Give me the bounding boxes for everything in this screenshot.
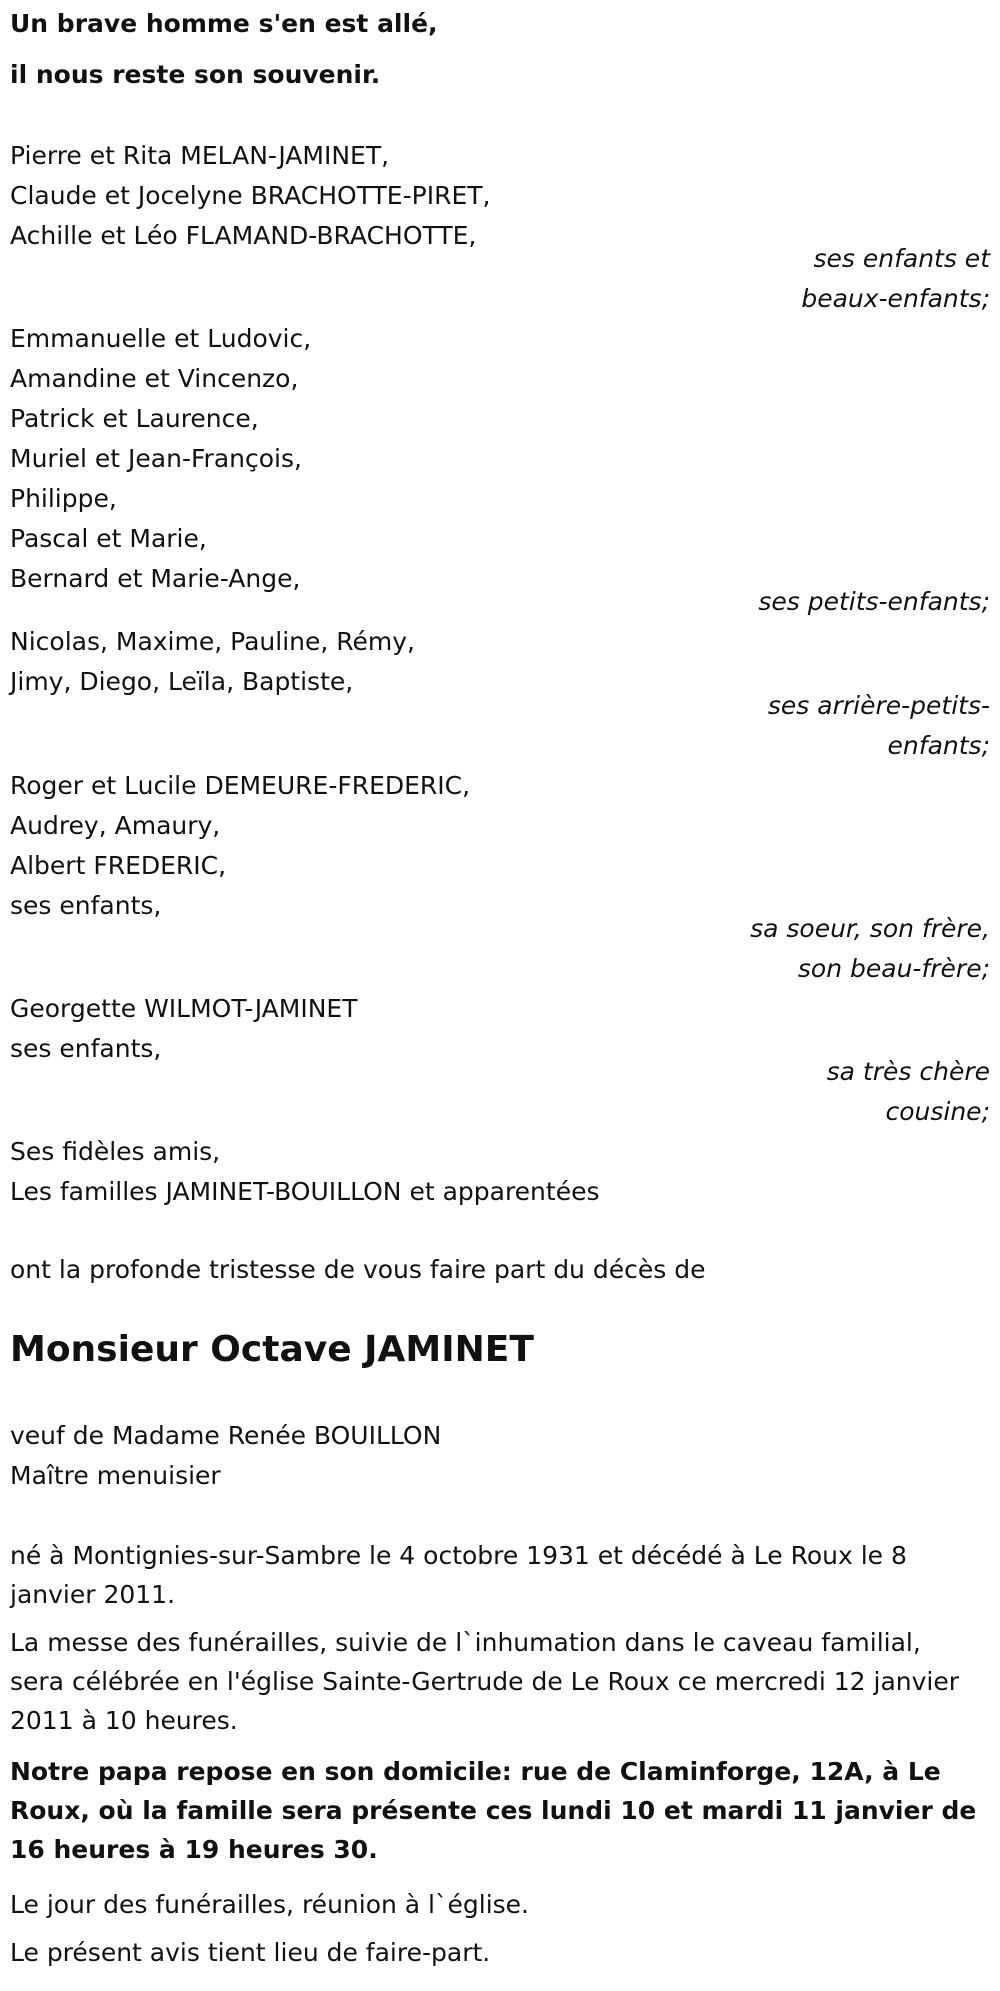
grandchildren-name-2: Amandine et Vincenzo, [10,364,299,393]
cousin-name-1: Georgette WILMOT-JAMINET [10,994,358,1023]
children-name-2: Claude et Jocelyne BRACHOTTE-PIRET, [10,181,491,210]
siblings-name-3: Albert FREDERIC, [10,851,227,880]
great-grandchildren-relation-2: enfants; [887,731,990,760]
siblings-relation-1: sa soeur, son frère, [750,914,990,943]
children-relation-2: beaux-enfants; [801,284,990,313]
cousin-relation-2: cousine; [885,1097,990,1126]
friends-line-2: Les familles JAMINET-BOUILLON et apparentées [10,1177,600,1206]
grandchildren-name-5: Philippe, [10,484,117,513]
siblings-name-4: ses enfants, [10,891,162,920]
friends-line-1: Ses fidèles amis, [10,1137,221,1166]
siblings-relation-2: son beau-frère; [797,954,990,983]
children-name-3: Achille et Léo FLAMAND-BRACHOTTE, [10,221,477,250]
notice-line: Le présent avis tient lieu de faire-part. [10,1938,491,1967]
announcement-text: ont la profonde tristesse de vous faire part du décès de [10,1255,706,1284]
visitation-paragraph: Notre papa repose en son domicile: rue de Claminforge, 12A, à Le Roux, où la famille sera présente ces lundi 10 et mardi 11 janvier de 16 heures à 19 heures 30. [10,1757,977,1864]
siblings-name-2: Audrey, Amaury, [10,811,221,840]
great-grandchildren-name-1: Nicolas, Maxime, Pauline, Rémy, [10,627,415,656]
grandchildren-name-7: Bernard et Marie-Ange, [10,564,301,593]
children-name-1: Pierre et Rita MELAN-JAMINET, [10,141,390,170]
heading-line-2: il nous reste son souvenir. [10,60,381,89]
grandchildren-relation: ses petits-enfants; [758,587,990,616]
grandchildren-name-6: Pascal et Marie, [10,524,207,553]
great-grandchildren-relation-1: ses arrière-petits- [767,691,990,720]
great-grandchildren-name-2: Jimy, Diego, Leïla, Baptiste, [10,667,354,696]
siblings-name-1: Roger et Lucile DEMEURE-FREDERIC, [10,771,471,800]
heading-line-1: Un brave homme s'en est allé, [10,9,438,38]
deceased-profession: Maître menuisier [10,1461,221,1490]
deceased-widow-line: veuf de Madame Renée BOUILLON [10,1421,442,1450]
funeral-paragraph: La messe des funérailles, suivie de l`inhumation dans le caveau familial, sera célébrée en l'église Sainte-Gertrude de Le Roux ce mercredi 12 janvier 2011 à 10 heures. [10,1628,960,1735]
grandchildren-name-1: Emmanuelle et Ludovic, [10,324,312,353]
grandchildren-name-4: Muriel et Jean-François, [10,444,302,473]
grandchildren-name-3: Patrick et Laurence, [10,404,259,433]
cousin-relation-1: sa très chère [826,1057,990,1086]
children-relation-1: ses enfants et [813,244,990,273]
birth-death-paragraph: né à Montignies-sur-Sambre le 4 octobre 1931 et décédé à Le Roux le 8 janvier 2011. [10,1541,907,1609]
meeting-line: Le jour des funérailles, réunion à l`église. [10,1890,529,1919]
deceased-name: Monsieur Octave JAMINET [10,1329,534,1370]
cousin-name-2: ses enfants, [10,1034,162,1063]
